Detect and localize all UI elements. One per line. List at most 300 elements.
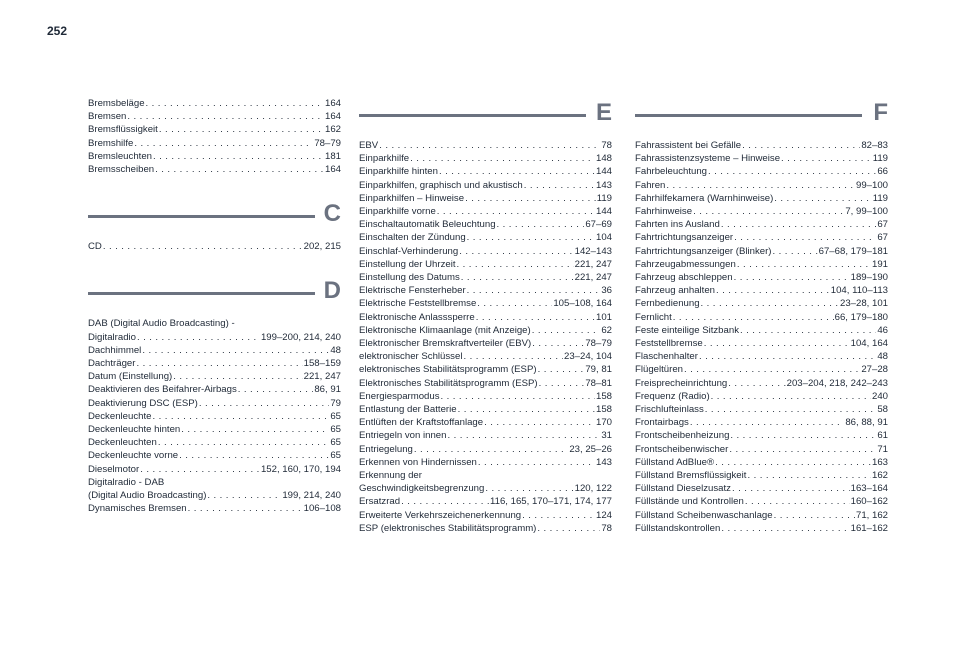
index-entry-row [635,231,888,244]
index-entry [635,509,888,522]
index-term: Ersatzrad [359,496,401,508]
dot-leader [734,231,876,244]
dot-leader [458,403,595,416]
index-entry-row [635,403,888,416]
page-reference[interactable]: 162 [871,470,888,482]
page-reference[interactable]: 67–69 [585,219,612,231]
page-reference[interactable]: 86, 88, 91 [845,417,888,429]
index-term: Digitalradio [88,331,136,343]
page-reference[interactable]: 104 [595,232,612,244]
index-entry-row [359,337,612,350]
dot-leader [732,482,850,495]
index-term: Fahren [635,179,666,191]
index-term: Fahrzeug anhalten [635,285,716,297]
page-reference[interactable]: 152, 160, 170, 194 [260,463,341,475]
page-reference[interactable]: 106–108 [303,503,341,515]
index-entry [359,271,612,284]
page-reference[interactable]: 66 [877,166,888,178]
page-reference[interactable]: 65 [330,450,341,462]
index-term: Deaktivieren des Beifahrer-Airbags [88,384,237,396]
section-rule [88,292,315,295]
page-reference[interactable]: 142–143 [574,245,612,257]
page-reference[interactable]: 116, 165, 170–171, 174, 177 [490,496,612,508]
page-reference[interactable]: 143 [595,179,612,191]
index-entry [359,205,612,218]
index-entry-row [88,449,341,462]
index-entry-row [88,357,341,370]
index-section [88,198,341,253]
dot-leader [159,123,324,136]
dot-leader [721,218,877,231]
index-entry-row [88,436,341,449]
dot-leader [666,179,855,192]
index-term: Füllstand Dieselzusatz [635,483,731,495]
index-entry-row [635,179,888,192]
page-reference[interactable]: 164 [324,98,341,109]
page-reference[interactable]: 65 [330,424,341,436]
index-entry [635,350,888,363]
index-term: Elektrische Feststellbremse [359,298,477,310]
dot-leader [179,449,329,462]
index-entry [359,179,612,192]
index-entry-row [635,390,888,403]
index-entry [635,390,888,403]
dot-leader [467,231,595,244]
page-reference[interactable]: 119 [872,153,888,165]
dot-leader [730,429,876,442]
index-entry [359,377,612,390]
page-reference[interactable]: 199, 214, 240 [282,490,341,502]
dot-leader [457,258,574,271]
page-reference[interactable]: 65 [330,437,341,449]
index-term: Flaschenhalter [635,351,698,363]
index-term: Dachträger [88,358,136,370]
index-entry-row [359,324,612,337]
page-reference[interactable]: 148 [595,153,612,165]
dot-leader [459,245,573,258]
index-term: Fahrzeug abschleppen [635,272,733,284]
index-entry [635,416,888,429]
index-entry-row [88,110,341,123]
index-entry [359,363,612,376]
page-reference[interactable]: 46 [877,324,888,336]
index-entry-row [359,218,612,231]
dot-leader [538,363,585,376]
index-entry-row [359,205,612,218]
page-reference[interactable]: 164 [324,111,341,123]
section-header [635,97,888,133]
index-entry [359,469,612,495]
dot-leader [524,179,595,192]
dot-leader [781,152,872,165]
page-reference[interactable]: 104, 164 [850,338,888,350]
page-reference[interactable]: 221, 247 [574,272,612,284]
index-entry [635,271,888,284]
page-reference[interactable]: 119 [596,192,612,204]
page-reference[interactable]: 143 [595,456,612,468]
page-reference[interactable]: 7, 99–100 [845,206,888,218]
dot-leader [485,482,573,495]
index-entry-row [88,344,341,357]
index-entry [635,152,888,165]
dot-leader [136,357,302,370]
index-entry [88,97,341,110]
index-entry-row [88,123,341,136]
index-entry [635,456,888,469]
index-entry-row [359,482,612,495]
dot-leader [673,311,834,324]
index-column-3 [635,97,888,535]
index-entry [635,443,888,456]
page-reference[interactable]: 161–162 [850,522,888,534]
index-entry [635,429,888,442]
page-reference[interactable]: 67 [877,232,888,244]
index-entry-row [635,311,888,324]
dot-leader [532,337,584,350]
index-entry [359,522,612,535]
page-reference[interactable]: 79, 81 [585,364,612,376]
index-entry [635,324,888,337]
dot-leader [467,284,601,297]
page-reference[interactable]: 144 [595,206,612,218]
index-entry [359,495,612,508]
index-term: Flügeltüren [635,364,683,376]
index-entry-row [635,192,888,205]
dot-leader [134,137,313,150]
page-reference[interactable]: 202, 215 [303,241,341,253]
index-entry [635,311,888,324]
dot-leader [207,489,281,502]
index-term: Feststellbremse [635,338,703,350]
index-entry-row [359,456,612,469]
index-section [359,97,612,535]
section-header [88,198,341,234]
page-reference[interactable]: 189–190 [850,272,888,284]
index-term: Einstellung des Datums [359,272,460,284]
page-reference[interactable]: 82–83 [861,140,888,151]
index-entry [359,311,612,324]
index-entry-row [88,240,341,253]
index-term: Entriegeln von innen [359,430,447,442]
page-reference[interactable]: 221, 247 [574,258,612,270]
index-column-1 [88,97,341,515]
index-entry [359,245,612,258]
page-reference[interactable]: 62 [601,324,612,336]
index-entry-row [359,245,612,258]
index-term: Fahrtrichtungsanzeiger [635,232,734,244]
index-entry [635,363,888,376]
dot-leader [745,495,850,508]
dot-leader [461,271,574,284]
index-entry-row [635,377,888,390]
dot-leader [465,192,596,205]
index-entry-row [88,97,341,110]
index-term: Freisprecheinrichtung [635,377,728,389]
dot-leader [708,165,876,178]
dot-leader [379,139,600,152]
index-entry [88,476,341,502]
dot-leader [522,509,595,522]
section-letter: C [323,200,341,228]
dot-leader [716,284,830,297]
index-term: Entlüften der Kraftstoffanlage [359,417,484,429]
index-entry-row [359,192,612,205]
index-entry-row [88,397,341,410]
index-term: Einparkhilfen, graphisch und akustisch [359,179,523,191]
dot-leader [140,463,260,476]
page-reference[interactable]: 101 [595,311,612,323]
dot-leader [728,377,785,390]
index-entry-row [88,489,341,502]
page-reference[interactable]: 99–100 [855,179,888,191]
index-term: Fernlicht [635,311,672,323]
index-entry-row [359,152,612,165]
index-entry-row [359,258,612,271]
index-entry-row [635,205,888,218]
page-reference[interactable]: 67–68, 179–181 [818,245,888,257]
index-term: Einparkhilfe [359,153,410,165]
page-reference[interactable]: 71 [877,443,888,455]
index-entry-row [359,363,612,376]
index-term: Feste einteilige Sitzbank [635,324,739,336]
index-entry-row [635,350,888,363]
index-term: Einparkhilfe vorne [359,206,436,218]
dot-leader [705,403,877,416]
page-reference[interactable]: 58 [877,404,888,416]
page-reference[interactable]: 27–28 [861,364,888,376]
index-entry [635,139,888,152]
index-entry [635,205,888,218]
page-reference[interactable]: 199–200, 214, 240 [260,331,341,343]
index-term: Einparkhilfen – Hinweise [359,192,465,204]
page-reference[interactable]: 23, 25–26 [569,443,612,455]
page-reference[interactable]: 191 [871,258,888,270]
index-entry-prefix: Erkennung der [359,470,422,482]
index-entry-row [635,469,888,482]
index-entry-row [635,456,888,469]
index-term: Entlastung der Batterie [359,404,457,416]
index-entry-row [88,502,341,515]
page-reference[interactable]: 78 [601,522,612,534]
index-term: Dachhimmel [88,344,142,356]
index-entry [359,429,612,442]
dot-leader [537,522,600,535]
index-term: Frontscheibenheizung [635,430,730,442]
section-letter: F [873,99,888,126]
index-entry-row [359,311,612,324]
index-entry-row [88,423,341,436]
page-reference[interactable]: 65 [330,410,341,422]
dot-leader [447,429,600,442]
index-entry [359,403,612,416]
index-entry [88,137,341,150]
index-term: Erweiterte Verkehrszeichenerkennung [359,509,522,521]
index-entry-row [359,443,612,456]
index-term: Füllstandskontrollen [635,522,721,534]
page-reference[interactable]: 36 [601,285,612,297]
page-reference[interactable]: 158 [595,404,612,416]
page-reference[interactable]: 78–79 [314,137,341,149]
page-reference[interactable]: 144 [595,166,612,178]
index-entry-row [635,245,888,258]
index-entry-row [359,350,612,363]
dot-leader [729,443,876,456]
dot-leader [181,423,329,436]
index-term: Fahrtrichtungsanzeiger (Blinker) [635,245,772,257]
index-term: Bremsscheiben [88,164,155,176]
index-entry [635,192,888,205]
index-entry [359,443,612,456]
index-term: Datum (Einstellung) [88,371,173,383]
dot-leader [146,97,324,110]
index-term: elektronischer Schlüssel [359,351,463,363]
page-reference[interactable]: 221, 247 [303,371,341,383]
index-entry [359,165,612,178]
index-term: Energiesparmodus [359,390,440,402]
page-reference[interactable]: 66, 179–180 [834,311,888,323]
dot-leader [137,331,260,344]
index-term: Geschwindigkeitsbegrenzung [359,483,485,495]
index-term: Deckenleuchte hinten [88,424,181,436]
index-term: Frontscheibenwischer [635,443,729,455]
index-entry [88,110,341,123]
index-entry-row [359,509,612,522]
index-entry-row [635,509,888,522]
page-reference[interactable]: 120, 122 [574,483,612,495]
page-reference[interactable]: 79 [330,397,341,409]
index-term: Deaktivierung DSC (ESP) [88,397,198,409]
index-term: Bremsbeläge [88,98,145,109]
index-entry-row [359,403,612,416]
page-reference[interactable]: 78–79 [585,338,612,350]
dot-leader [477,297,552,310]
index-entry-prefix: Digitalradio - DAB [88,476,165,488]
dot-leader [701,297,839,310]
index-entry [635,231,888,244]
page-reference[interactable]: 164 [324,164,341,176]
index-entry-row [359,271,612,284]
index-entry-row [635,139,888,152]
page-reference[interactable]: 163 [871,456,888,468]
index-entry [88,383,341,396]
index-term: Frischlufteinlass [635,404,704,416]
dot-leader [437,205,595,218]
index-section [88,97,341,176]
index-entry [635,495,888,508]
index-term: Einschaltautomatik Beleuchtung [359,219,496,231]
section-rule [635,114,862,117]
index-term: Füllstand Bremsflüssigkeit [635,470,747,482]
page-reference[interactable]: 23–24, 104 [563,351,612,363]
index-term: EBV [359,140,379,151]
page-reference[interactable]: 119 [872,192,888,204]
page-reference[interactable]: 86, 91 [314,384,341,396]
page-reference[interactable]: 170 [595,417,612,429]
index-entry [88,344,341,357]
page-reference[interactable]: 61 [877,430,888,442]
page-reference[interactable]: 23–28, 101 [839,298,888,310]
index-entry [635,482,888,495]
index-term: (Digital Audio Broadcasting) [88,490,207,502]
index-term: ESP (elektronisches Stabilitätsprogramm) [359,522,537,534]
dot-leader [532,324,601,337]
page-reference[interactable]: 71, 162 [855,509,888,521]
index-entry [88,423,341,436]
index-entry [359,284,612,297]
index-entry-row [635,324,888,337]
page-reference[interactable]: 48 [877,351,888,363]
index-term: Deckenleuchte vorne [88,450,179,462]
page-reference[interactable]: 160–162 [850,496,888,508]
index-entry-prefix: DAB (Digital Audio Broadcasting) - [88,318,235,330]
page-reference[interactable]: 124 [595,509,612,521]
section-rule [88,215,315,218]
page-reference[interactable]: 105–108, 164 [553,298,612,310]
index-entry [359,337,612,350]
page-reference[interactable]: 67 [877,219,888,231]
index-entry-row [88,410,341,423]
index-term: Elektronisches Stabilitätsprogramm (ESP) [359,377,538,389]
index-term: Füllstand Scheibenwaschanlage [635,509,773,521]
index-entry [88,317,341,343]
dot-leader [711,390,871,403]
dot-leader [152,410,329,423]
index-term: Elektronische Anlasssperre [359,311,475,323]
index-entry-row [359,416,612,429]
index-term: Bremsleuchten [88,150,152,162]
page-reference[interactable]: 163–164 [850,483,888,495]
index-entry-row [635,337,888,350]
dot-leader [199,397,329,410]
page-reference[interactable]: 181 [324,150,341,162]
page-reference[interactable]: 78–81 [585,377,612,389]
page-reference[interactable]: 162 [324,124,341,136]
index-entry [635,258,888,271]
index-entry [88,410,341,423]
page-reference[interactable]: 78 [601,140,612,151]
index-entry [88,150,341,163]
index-section [88,275,341,515]
index-entry-row [635,152,888,165]
dot-leader [773,245,818,258]
dot-leader [439,165,595,178]
page-reference[interactable]: 203–204, 218, 242–243 [786,377,888,389]
index-term: Fahrten ins Ausland [635,219,720,231]
dot-leader [158,436,330,449]
dot-leader [173,370,302,383]
index-entry [359,231,612,244]
index-term: Fahrassistent bei Gefälle [635,140,742,151]
page-reference[interactable]: 158–159 [303,358,341,370]
dot-leader [410,152,595,165]
index-term: Einparkhilfe hinten [359,166,438,178]
index-entry [635,218,888,231]
index-term: Einschalten der Zündung [359,232,466,244]
page-reference[interactable]: 240 [871,390,888,402]
page-reference[interactable]: 104, 110–113 [830,285,888,297]
index-entry [359,192,612,205]
dot-leader [155,163,324,176]
page-reference[interactable]: 48 [330,344,341,356]
page-reference[interactable]: 31 [601,430,612,442]
dot-leader [737,258,871,271]
index-term: Füllstände und Kontrollen [635,496,744,508]
page-number: 252 [47,24,68,38]
index-term: Erkennen von Hindernissen [359,456,477,468]
page-reference[interactable]: 158 [595,390,612,402]
index-column-2 [359,97,612,535]
dot-leader [441,390,595,403]
